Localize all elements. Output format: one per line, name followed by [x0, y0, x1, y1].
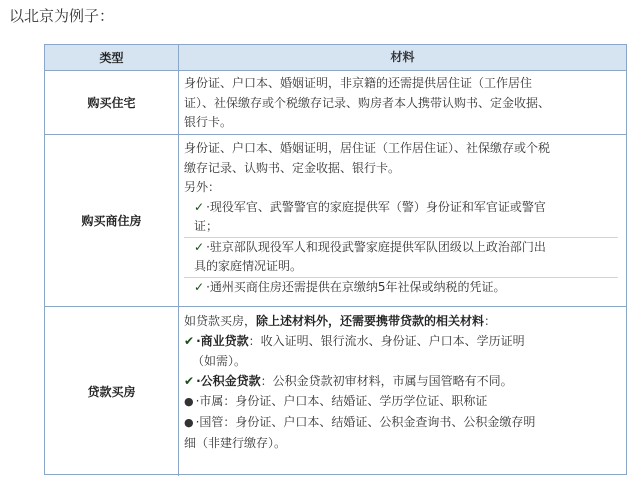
- materials-line: 银行卡。: [184, 115, 233, 129]
- loan-intro-text: 如贷款买房，: [184, 314, 257, 328]
- fund-loan-label: ·公积金贷款: [196, 374, 261, 388]
- materials-line: 另外：: [184, 180, 221, 194]
- fund-loan-line: [184, 371, 618, 391]
- bullet-icon: ●: [184, 395, 194, 408]
- materials-line: 证）、社保缴存或个税缴存记录、购房者本人携带认购书、定金收据、: [184, 95, 551, 110]
- table-row: [45, 70, 626, 134]
- check-icon: ✓: [194, 239, 205, 254]
- intro-text: 以北京为例子：: [9, 7, 115, 25]
- national-text: ·国管：身份证、户口本、结婚证、公积金查询书、公积金缴存明: [195, 415, 536, 429]
- header-type: 类型: [45, 45, 179, 70]
- tongzhou-item: [184, 277, 618, 298]
- city-line: [184, 391, 618, 412]
- bullet-icon: ●: [184, 416, 194, 429]
- fund-loan-text: ：公积金贷款初审材料，市属与国管略有不同。: [260, 374, 513, 388]
- row-materials-residential: [179, 71, 626, 134]
- item-text: ·通州买商住房还需提供在京缴纳5年社保或纳税的凭证。: [206, 279, 506, 294]
- table-row: [45, 306, 626, 476]
- row-type-commercial-residential: 购买商住房: [45, 135, 179, 306]
- loan-intro: [184, 311, 618, 331]
- check-icon: ✓: [194, 199, 205, 214]
- commercial-loan-text: ：收入证明、银行流水、身份证、户口本、学历证明: [248, 334, 525, 348]
- item-text: 证；: [194, 219, 219, 233]
- check-bold-icon: ✔: [184, 334, 195, 348]
- military-officer-item: [184, 198, 618, 237]
- loan-intro-bold: 除上述材料外，还需要携带贷款的相关材料: [256, 314, 485, 328]
- row-materials-loan: [179, 307, 626, 476]
- row-type-residential: 购买住宅: [45, 71, 179, 134]
- materials-line: 身份证、户口本、婚姻证明，居住证（工作居住证）、社保缴存或个税: [184, 141, 551, 155]
- materials-table: [44, 44, 627, 475]
- header-materials: 材料: [390, 49, 415, 64]
- garrison-item: [184, 237, 618, 277]
- table-row: [45, 134, 626, 306]
- check-icon: ✓: [194, 279, 205, 294]
- check-bold-icon: ✔: [184, 374, 195, 388]
- item-text: ·驻京部队现役军人和现役武警家庭提供军队团级以上政治部门出: [206, 239, 546, 254]
- national-line-2: 细（非建行缴存）。: [184, 436, 287, 450]
- city-text: ·市属：身份证、户口本、结婚证、学历学位证、职称证: [195, 394, 488, 408]
- materials-line: 身份证、户口本、婚姻证明，非京籍的还需提供居住证（工作居住: [184, 76, 533, 90]
- commercial-loan-line: [184, 331, 618, 351]
- row-type-loan: 贷款买房: [45, 307, 179, 476]
- item-text: ·现役军官、武警警官的家庭提供军（警）身份证和军官证或警官: [206, 199, 546, 214]
- loan-intro-colon: ：: [484, 314, 497, 328]
- table-header-row: [45, 45, 626, 70]
- row-materials-commercial-residential: [179, 135, 626, 306]
- item-text: 具的家庭情况证明。: [194, 259, 303, 273]
- materials-line: 缴存记录、认购书、定金收据、银行卡。: [184, 160, 401, 175]
- commercial-loan-line-2: （如需）。: [192, 354, 247, 368]
- commercial-loan-label: ·商业贷款: [196, 334, 249, 348]
- national-line: [184, 412, 618, 433]
